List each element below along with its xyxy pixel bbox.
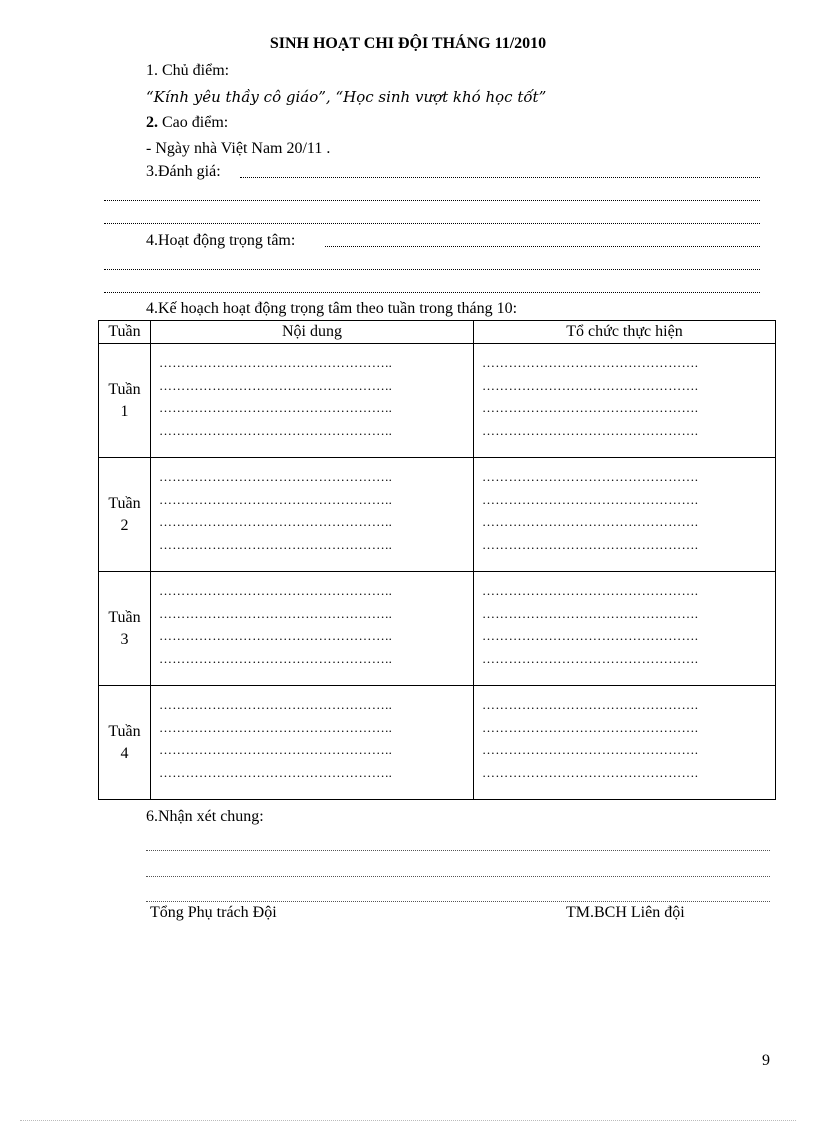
week-cell <box>99 686 151 800</box>
week-label: Tuần <box>108 608 141 626</box>
placeholder-line: …………………………………………….. <box>159 422 393 438</box>
placeholder-line: …………………………………………. <box>482 628 699 643</box>
dotted-rule <box>104 200 760 201</box>
placeholder-line: …………………………………………….. <box>159 697 393 712</box>
placeholder-line: …………………………………………….. <box>159 628 393 643</box>
table-row <box>99 572 776 686</box>
table-header-row <box>99 321 776 344</box>
week-number: 4 <box>120 744 129 762</box>
placeholder-line: …………………………………………. <box>482 355 699 370</box>
dotted-rule <box>104 223 760 224</box>
placeholder-line: …………………………………………. <box>482 605 699 621</box>
placeholder-line: …………………………………………….. <box>159 400 393 415</box>
placeholder-line: …………………………………………. <box>482 377 699 393</box>
placeholder-line: …………………………………………. <box>482 650 699 666</box>
placeholder-line: …………………………………………. <box>482 697 699 712</box>
week-label: Tuần <box>108 494 141 512</box>
placeholder-line: …………………………………………. <box>482 764 699 780</box>
page-number: 9 <box>762 1052 770 1069</box>
organization-cell <box>474 458 776 572</box>
week-label: Tuần <box>108 380 141 398</box>
table-row <box>99 458 776 572</box>
section3-label: 3.Đánh giá: <box>146 163 221 180</box>
placeholder-line: …………………………………………….. <box>159 719 393 735</box>
placeholder-line: …………………………………………. <box>482 422 699 438</box>
page-bottom-rule <box>20 1120 796 1121</box>
week-number: 1 <box>120 402 129 420</box>
placeholder-line: …………………………………………….. <box>159 491 393 507</box>
section2-number: 2. <box>146 114 158 131</box>
content-cell <box>151 686 474 800</box>
week-number: 2 <box>120 516 129 534</box>
dotted-rule <box>240 177 760 178</box>
placeholder-line: …………………………………………. <box>482 719 699 735</box>
placeholder-line: …………………………………………. <box>482 742 699 757</box>
placeholder-line: …………………………………………. <box>482 400 699 415</box>
placeholder-line: …………………………………………….. <box>159 605 393 621</box>
section2-label <box>146 114 228 132</box>
weekly-plan-table <box>98 320 776 800</box>
section2-text: Cao điểm: <box>158 114 229 131</box>
placeholder-line: …………………………………………. <box>482 491 699 507</box>
section1-themes: “Kính yêu thầy cô giáo”, “Học sinh vượt khó học tốt” <box>146 88 547 106</box>
placeholder-line: …………………………………………. <box>482 536 699 552</box>
signature-left: Tổng Phụ trách Đội <box>150 904 277 921</box>
week-cell <box>99 572 151 686</box>
placeholder-line: …………………………………………. <box>482 583 699 598</box>
week-cell <box>99 458 151 572</box>
section4b-label: 4.Kế hoạch hoạt động trọng tâm theo tuần trong tháng 10: <box>146 300 518 317</box>
header-organization: Tổ chức thực hiện <box>474 321 776 344</box>
placeholder-line: …………………………………………….. <box>159 764 393 780</box>
placeholder-line: …………………………………………. <box>482 514 699 529</box>
placeholder-line: …………………………………………….. <box>159 650 393 666</box>
week-number: 3 <box>120 630 129 648</box>
page-title: SINH HOẠT CHI ĐỘI THÁNG 11/2010 <box>269 35 547 52</box>
section4a-label: 4.Hoạt động trọng tâm: <box>146 232 296 249</box>
dotted-rule <box>104 292 760 293</box>
dotted-rule <box>146 876 770 877</box>
placeholder-line: …………………………………………….. <box>159 536 393 552</box>
dotted-rule <box>325 246 760 247</box>
placeholder-line: …………………………………………….. <box>159 583 393 598</box>
placeholder-line: …………………………………………….. <box>159 355 393 370</box>
organization-cell <box>474 572 776 686</box>
section2-item: - Ngày nhà Việt Nam 20/11 . <box>146 140 331 157</box>
placeholder-line: …………………………………………. <box>482 469 699 484</box>
placeholder-line: …………………………………………….. <box>159 742 393 757</box>
placeholder-line: …………………………………………….. <box>159 469 393 484</box>
placeholder-line: …………………………………………….. <box>159 514 393 529</box>
organization-cell <box>474 686 776 800</box>
table-row <box>99 344 776 458</box>
header-content: Nội dung <box>151 321 474 344</box>
week-cell <box>99 344 151 458</box>
section6-label: 6.Nhận xét chung: <box>146 808 264 825</box>
dotted-rule <box>146 901 770 902</box>
dotted-rule <box>146 850 770 851</box>
organization-cell <box>474 344 776 458</box>
content-cell <box>151 344 474 458</box>
week-label: Tuần <box>108 722 141 740</box>
header-week: Tuần <box>99 321 151 344</box>
dotted-rule <box>104 269 760 270</box>
table-row <box>99 686 776 800</box>
section1-label: 1. Chủ điểm: <box>146 62 230 79</box>
signature-right: TM.BCH Liên đội <box>566 904 685 921</box>
content-cell <box>151 572 474 686</box>
placeholder-line: …………………………………………….. <box>159 377 393 393</box>
content-cell <box>151 458 474 572</box>
